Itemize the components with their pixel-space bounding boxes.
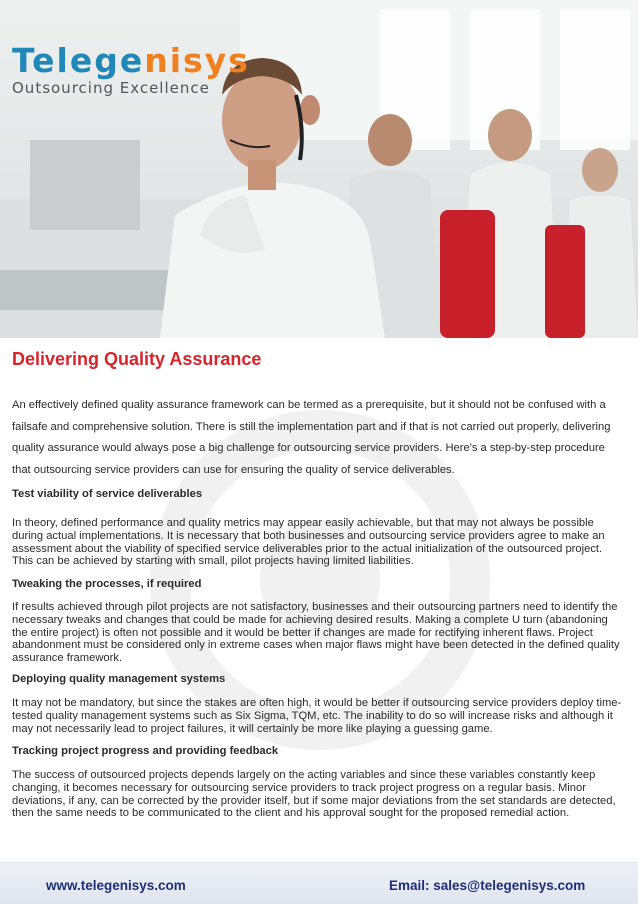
- section-body: It may not be mandatory, but since the stakes are often high, it would be better if outsourcing service providers deploy time-tested quality management systems such as Six Sigma, TQM, etc. The inability to do so will increase risks and although it may not necessarily lead to project failures, it will certainly be more like playing a guessing game.: [12, 697, 622, 735]
- section-heading: Tracking project progress and providing feedback: [12, 745, 279, 757]
- section-body: If results achieved through pilot projects are not satisfactory, businesses and their outsourcing partners need to identify the necessary tweaks and changes that could be made for achieving desired results. Making a complete U turn (abandoning the entire project) is often not possible and it would be better if changes are made for rectifying inherent flaws. Project abandonment must be considered only in extreme cases when major flaws might have been detected in the defined quality assurance framework.: [12, 601, 620, 665]
- email-link[interactable]: Email: sales@telegenisys.com: [389, 878, 586, 893]
- section-heading: Deploying quality management systems: [12, 673, 226, 685]
- section-heading: Tweaking the processes, if required: [12, 578, 202, 590]
- section-body: The success of outsourced projects depends largely on the acting variables and since these variables constantly keep changing, it becomes necessary for outsourcing service providers to track project progress on a regular basis. Minor deviations, if any, can be corrected by the provider itself, but if some major deviations from the set standards are detected, then the same needs to be communicated to the client and his approval sought for the proposed remedial action.: [12, 769, 616, 820]
- website-link[interactable]: www.telegenisys.com: [46, 878, 186, 893]
- header-banner-photo: [0, 0, 638, 338]
- section-body: In theory, defined performance and quality metrics may appear easily achievable, but that may not always be possible during actual implementations. It is necessary that both businesses and outsourcing service providers agree to make an assessment about the viability of specified service deliverables prior to the actual initialization of the outsourced project. This can be achieved by starting with small, pilot projects having limited liabilities.: [12, 517, 605, 568]
- section-heading: Test viability of service deliverables: [12, 488, 203, 500]
- intro-paragraph: An effectively defined quality assurance framework can be termed as a prerequisite, but it should not be confused with a failsafe and comprehensive solution. There is still the implementation part and if that is not carried out properly, delivering quality assurance would always pose a big challenge for outsourcing service providers. Here's a step-by-step procedure that outsourcing service providers can use for ensuring the quality of service deliverables.: [12, 399, 611, 476]
- telegenisys-logo: [12, 41, 250, 97]
- logo-wordmark: Telegenisys: [12, 41, 250, 80]
- logo-tagline: Outsourcing Excellence: [12, 79, 210, 97]
- page-footer: [0, 862, 638, 904]
- article-title: Delivering Quality Assurance: [12, 349, 262, 369]
